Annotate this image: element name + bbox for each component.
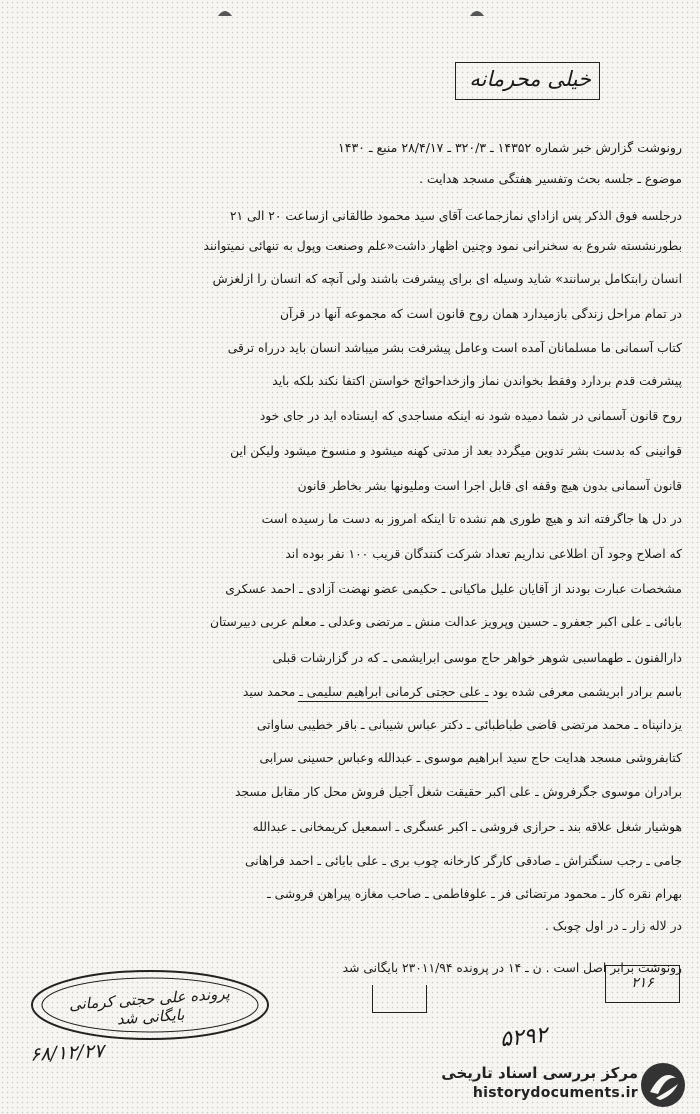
file-number-box: ۲۱۶ <box>605 965 680 1003</box>
top-binding-mark-icon <box>216 6 234 18</box>
body-line: یزدانپناه ـ محمد مرتضی قاضی طباطبائی ـ دکتر عباس شیبانی ـ باقر خطیبی ساواتی <box>256 718 682 732</box>
body-line: بهرام نقره کار ـ محمود مرتضائی فر ـ علوفاطمی ـ صاحب مغازه پیراهن فروشی ـ <box>267 887 682 901</box>
body-line: دارالفنون ـ طهماسبی شوهر خواهر حاج موسی ابرایشمی ـ که در گزارشات قبلی <box>272 651 682 665</box>
body-line: درجلسه فوق الذکر پس ازاداي نمازجماعت آقای سید محمود طالقانی ازساعت ۲۰ الی ۲۱ <box>229 209 682 223</box>
name-underline <box>298 701 488 702</box>
watermark-site: historydocuments.ir <box>472 1085 638 1101</box>
body-line: کتاب آسمانی ما مسلمانان آمده است وعامل پیشرفت بشر میباشد انسان باید درراه ترقی <box>227 341 682 355</box>
body-line: کتابفروشی مسجد هدایت حاج سید ابراهیم موسوی ـ عبدالله وعباس حسینی سرابی <box>259 751 682 765</box>
body-line: باسم برادر ابریشمی معرفی شده بود ـ علی حجتی کرمانی ابراهیم سلیمی ـ محمد سید <box>242 685 682 699</box>
archive-seal-text: پرونده علی حجتی کرمانی بایگانی شد <box>68 984 231 1029</box>
handwritten-date: ۶۸/۱۲/۲۷ <box>29 1040 105 1066</box>
body-line: بطورنشسته شروع به سخنرانی نمود وچنین اظهار داشت«علم وصنعت وپول به تنهائی نمیتوانند <box>203 239 682 253</box>
body-line: روح قانون آسمانی در شما دمیده شود نه اینکه مساجدی که ایستاده اید در جای خود <box>259 409 682 423</box>
top-binding-mark-icon <box>468 6 486 18</box>
body-line: در لاله زار ـ در اول چوبک . <box>544 919 682 933</box>
certified-copy-line: رونوشت برابر اصل است . ن ـ ۱۴ در پرونده ۲۳۰۱۱/۹۴ بایگانی شد <box>342 961 682 975</box>
body-line: مشخصات عبارت بودند از آقایان علیل ماکیانی ـ حکیمی عضو نهضت آزادی ـ احمد عسکری <box>225 582 682 596</box>
body-line: پیشرفت قدم بردارد وفقط بخواندن نماز وازخداحوائج خواستن اکتفا نکند بلکه باید <box>272 374 682 388</box>
body-line: جامی ـ رجب سنگتراش ـ صادقی کارگر کارخانه چوب بری ـ علی بابائی ـ احمد فراهانی <box>244 854 682 868</box>
body-line: در دل ها جاگرفته اند و هیچ طوری هم نشده تا اینکه امروز به دست ما رسیده است <box>261 512 682 526</box>
body-line: هوشیار شغل علاقه بند ـ حرازی فروشی ـ اکبر عسگری ـ اسمعیل کریمخانی ـ عبدالله <box>252 820 682 834</box>
body-line: که اصلاح وجود آن اطلاعی نداریم تعداد شرکت کنندگان قریب ۱۰۰ نفر بوده اند <box>285 547 682 561</box>
report-header: رونوشت گزارش خبر شماره ۱۴۳۵۲ ـ ۳۲۰/۳ ـ ۲۸/۴/۱۷ منبع ـ ۱۴۳۰ <box>338 140 682 155</box>
classification-stamp <box>455 62 600 100</box>
body-line: قانون آسمانی بدون هیچ وقفه ای قابل اجرا است وملیونها بشر بخاطر قانون <box>297 479 682 493</box>
body-line: انسان رابتکامل برسانند» شاید وسیله ای برای پیشرفت باشند ولی آنچه که انسان را ازلغزش <box>212 272 682 286</box>
body-line: برادران موسوی جگرفروش ـ علی اکبر حقیقت شغل آجیل فروش محل کار مقابل مسجد <box>235 785 682 799</box>
blank-stamp-box <box>372 985 427 1013</box>
classification-label: خیلی محرمانه <box>469 67 591 91</box>
archive-logo-icon <box>636 1060 690 1110</box>
body-line: در تمام مراحل زندگی بازمیدارد همان روح قانون است که مجموعه آنها در قرآن <box>280 307 682 321</box>
body-line: بابائی ـ علی اکبر جعفرو ـ حسین وپرویز عدالت منش ـ مرتضی وعدلی ـ معلم عربی دبیرستان <box>210 615 682 629</box>
subject-line: موضوع ـ جلسه بحث وتفسیر هفتگی مسجد هدایت . <box>419 172 682 186</box>
watermark-title: مرکز بررسی اسناد تاریخی <box>441 1064 638 1082</box>
body-line: قوانینی که بدست بشر تدوین میگردد بعد از مدتی کهنه میشود و منسوخ میشود ولیکن این <box>230 444 682 458</box>
marginal-scribble: ۵۲۹۲ <box>498 1022 549 1053</box>
